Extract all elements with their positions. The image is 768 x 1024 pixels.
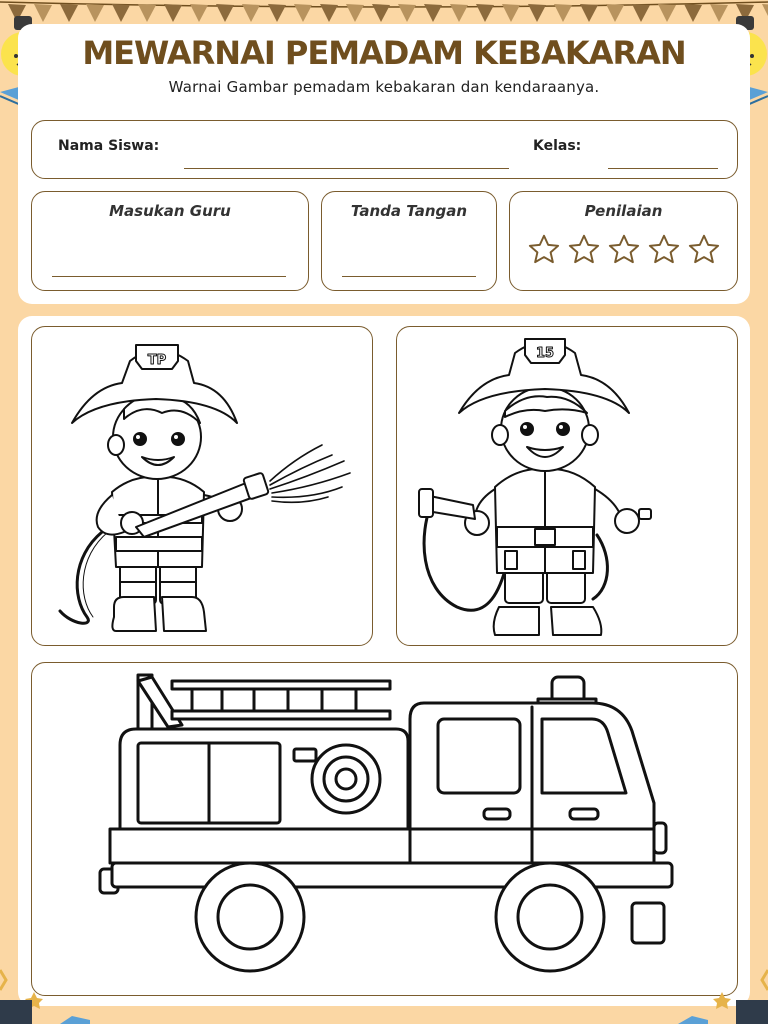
bunting-flag [372,4,390,22]
bunting-flag [554,4,572,22]
class-field[interactable] [608,168,718,169]
bunting-flag [450,4,468,22]
page-title: MEWARNAI PEMADAM KEBAKARAN [82,34,686,72]
firefighter-hose-spray-drawing[interactable] [32,327,372,645]
student-name-label: Nama Siswa: [58,138,160,154]
bunting-flag [424,4,442,22]
corner-decoration-bottom-left [0,940,90,1024]
helmet-badge-text-left: TP [147,353,167,368]
bunting-flag [242,4,260,22]
student-info-box [31,120,738,179]
bunting-flag [346,4,364,22]
bunting-flag [164,4,182,22]
bunting-flag [632,4,650,22]
bunting-flag [112,4,130,22]
bunting-flag [86,4,104,22]
class-label: Kelas: [533,138,582,154]
bunting-flag [60,4,78,22]
bunting-flag [320,4,338,22]
bunting-flag [476,4,494,22]
rating-label: Penilaian [584,202,663,220]
teacher-input-box [31,191,309,291]
student-name-field[interactable] [184,168,509,169]
bunting-flag [658,4,676,22]
signature-label: Tanda Tangan [350,202,468,220]
bunting-flag [684,4,702,22]
bunting-flag [528,4,546,22]
fire-truck-panel [31,662,738,996]
teacher-input-label: Masukan Guru [109,202,231,220]
bunting-flag [502,4,520,22]
signature-box [321,191,497,291]
signature-field[interactable] [342,276,476,277]
bunting-flag [216,4,234,22]
bunting-flag [398,4,416,22]
teacher-input-field[interactable] [52,276,286,277]
firefighter-right-panel [396,326,738,646]
star-icon[interactable] [606,232,642,268]
star-icon[interactable] [566,232,602,268]
fire-truck-drawing[interactable] [32,663,737,995]
bunting-flag [190,4,208,22]
firefighter-with-hose-drawing[interactable] [397,327,737,645]
bunting-flag [606,4,624,22]
star-icon[interactable] [646,232,682,268]
rating-box [509,191,738,291]
page-subtitle: Warnai Gambar pemadam kebakaran dan kendaraanya. [168,78,600,96]
bunting-flag [294,4,312,22]
rating-stars [526,232,722,268]
bunting-flag [580,4,598,22]
star-icon[interactable] [686,232,722,268]
bunting-flag [268,4,286,22]
helmet-badge-text-right: 15 [535,346,555,361]
star-icon[interactable] [526,232,562,268]
corner-decoration-bottom-right [678,940,768,1024]
firefighter-left-panel [31,326,373,646]
bunting-flag [138,4,156,22]
